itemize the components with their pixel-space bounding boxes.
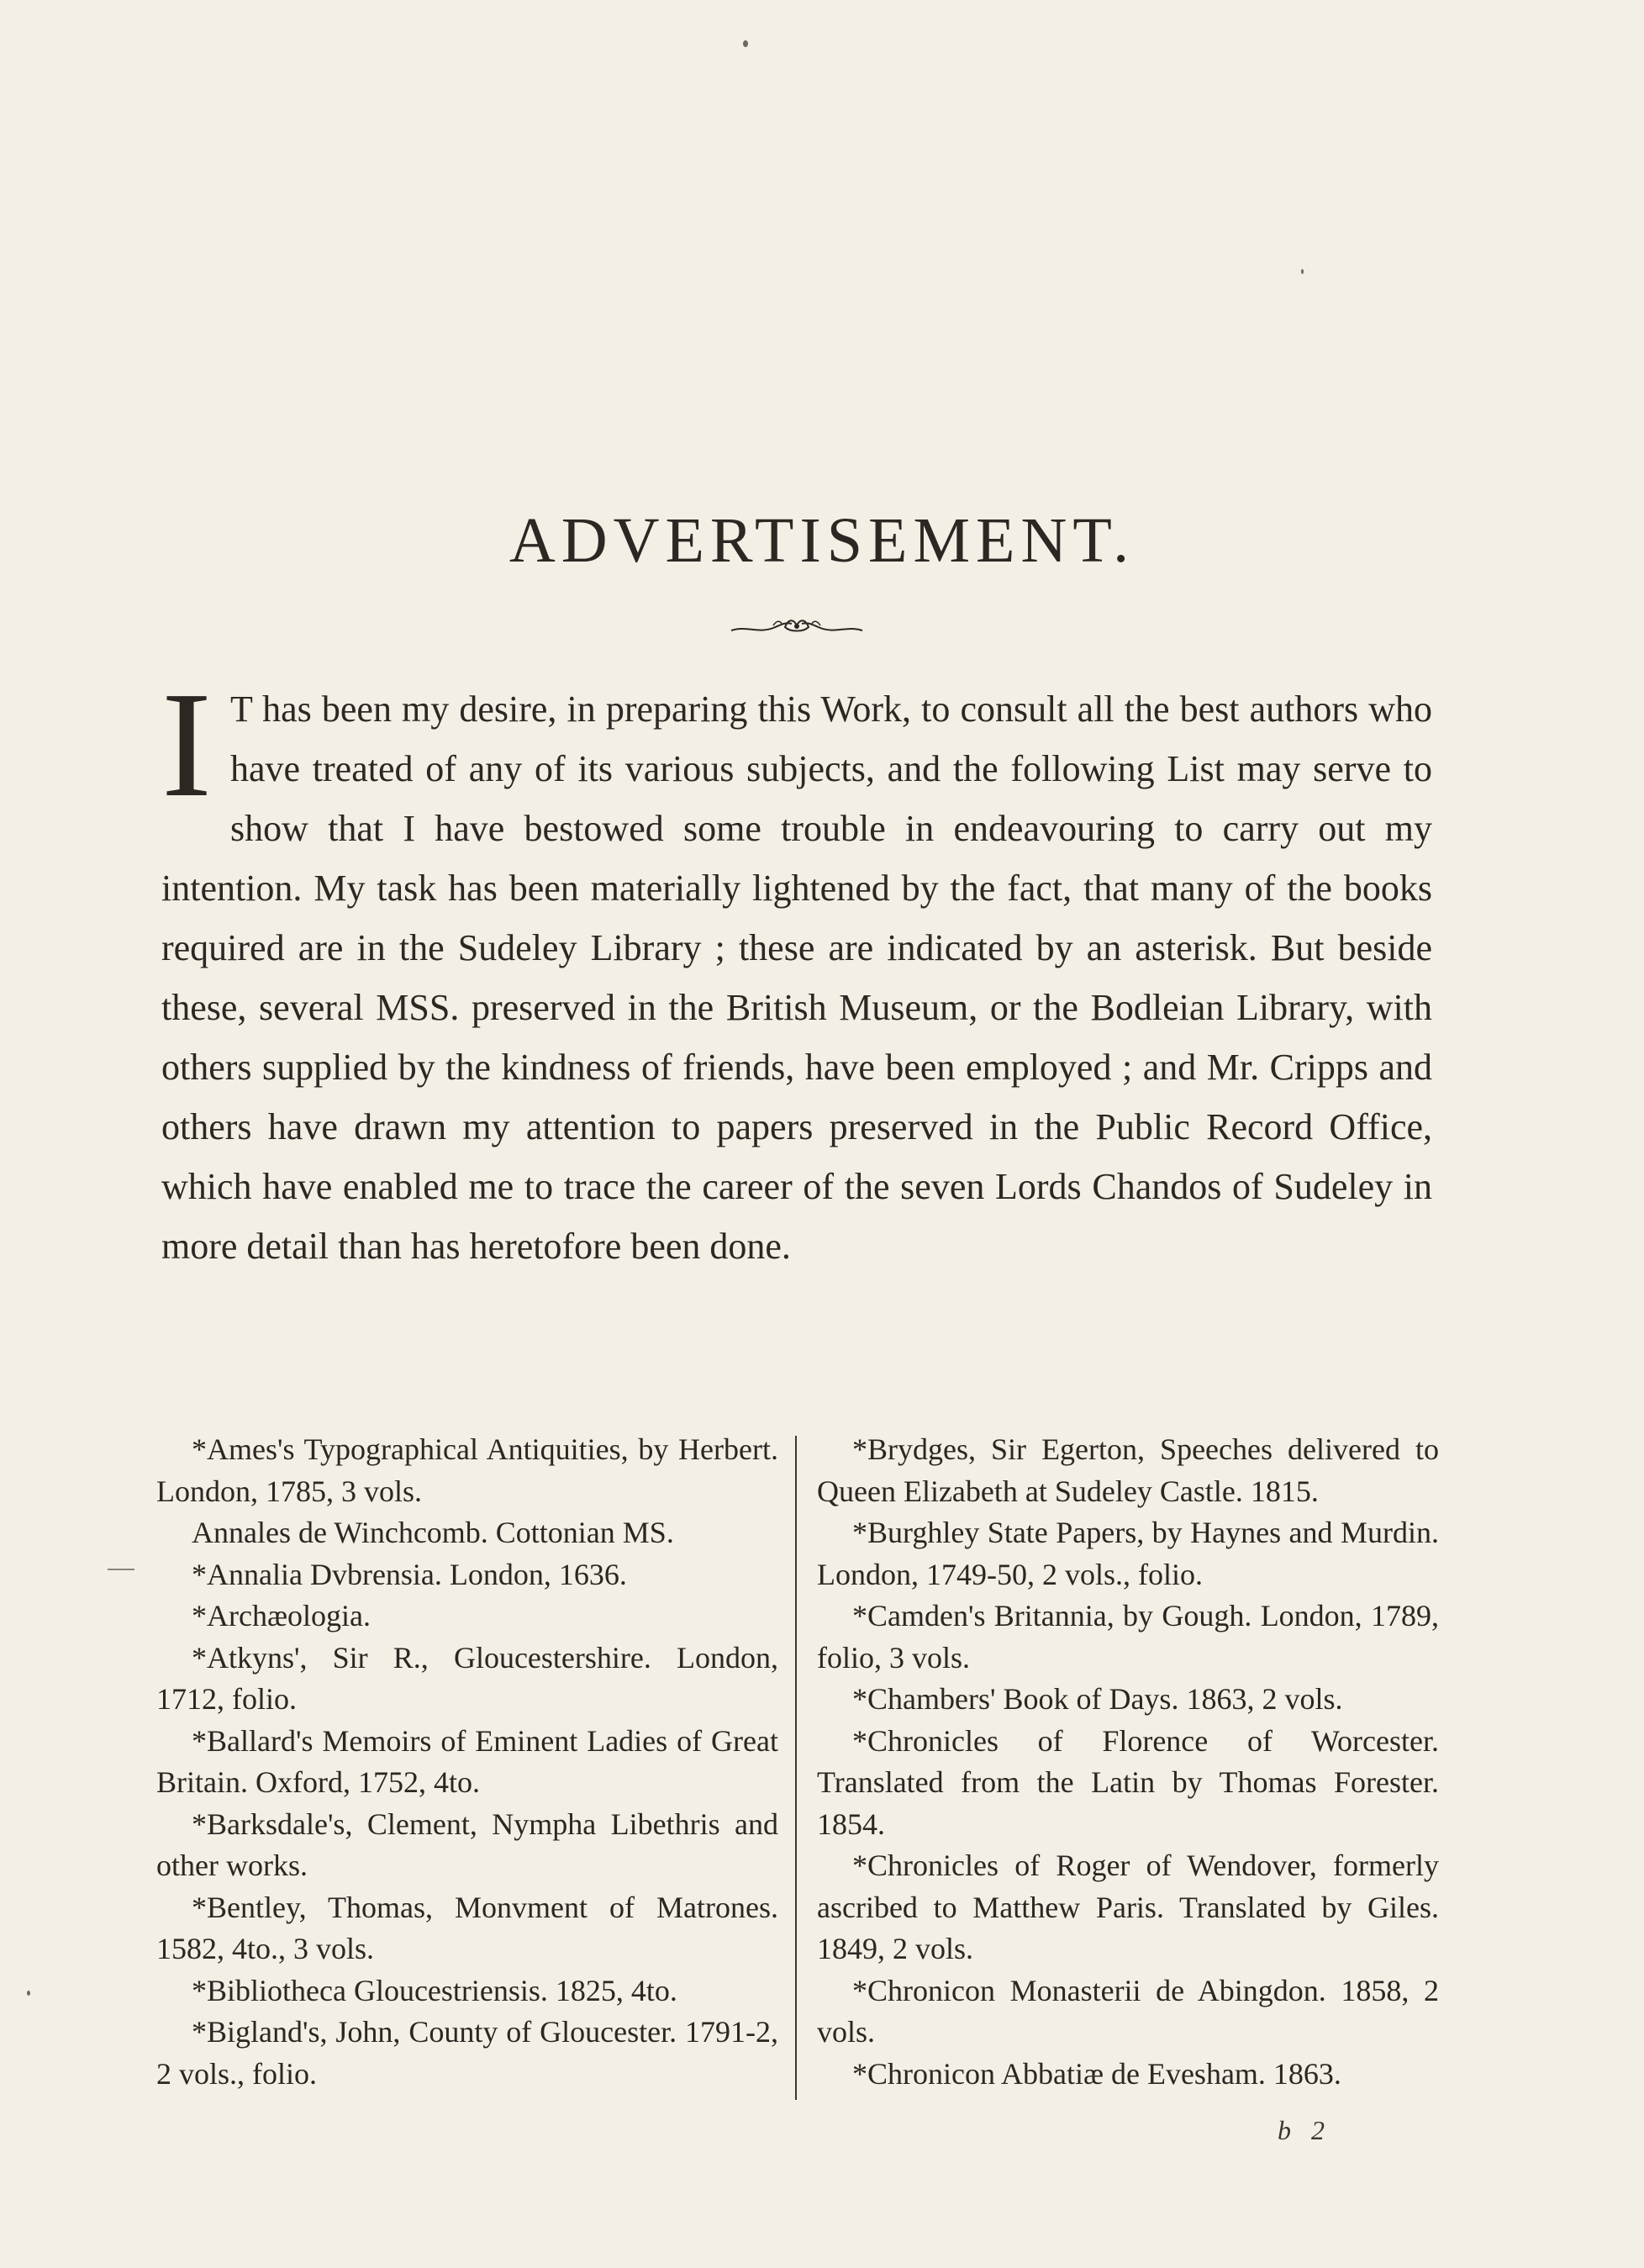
bibliography-entry: Annales de Winchcomb. Cottonian MS. <box>192 1516 674 1549</box>
page-title: ADVERTISEMENT. <box>508 505 1136 576</box>
bibliography-entry: *Chronicon Abbatiæ de Evesham. 1863. <box>852 2056 1341 2091</box>
bibliography-entry: *Barksdale's, Clement, Nympha Libethris and other works. <box>156 1806 778 1882</box>
ornament-divider <box>730 614 864 639</box>
bibliography-entry: *Ames's Typographical Antiquities, by Herbert. London, 1785, 3 vols. <box>156 1432 778 1508</box>
bibliography-entry: *Atkyns', Sir R., Gloucestershire. London, 1712, folio. <box>156 1640 778 1716</box>
bibliography-right-column <box>817 1429 1439 2095</box>
signature-mark: b 2 <box>1278 2115 1331 2145</box>
bibliography-entry: *Chronicon Monasterii de Abingdon. 1858, 2 vols. <box>817 1973 1439 2049</box>
intro-text: T has been my desire, in preparing this Work, to consult all the best authors who have treated of any of its various subjects, and the following List may serve to show that I have bestowed some trouble in endeavouring to carry out my intention. My task has been materially lightened by the fact, that many of the books required are in the Sudeley Library ; these are indicated by an asterisk. But beside these, several MSS. preserved in the British Museum, or the Bodleian Library, with others supplied by the kindness of friends, have been employed ; and Mr. Cripps and others have drawn my attention to papers preserved in the Public Record Office, which have enabled me to trace the career of the seven Lords Chandos of Sudeley in more detail than has heretofore been done. <box>161 688 1432 1267</box>
drop-cap: I <box>161 661 212 828</box>
paper-speck <box>1301 269 1304 274</box>
bibliography-entry: *Archæologia. <box>192 1599 371 1632</box>
intro-paragraph <box>161 661 1432 1276</box>
bibliography-entry: *Bibliotheca Gloucestriensis. 1825, 4to. <box>192 1973 677 2007</box>
column-divider <box>795 1436 797 2100</box>
bibliography-entry: *Chronicles of Florence of Worcester. Translated from the Latin by Thomas Forester. 1854. <box>817 1723 1439 1841</box>
bibliography-entry: *Burghley State Papers, by Haynes and Murdin. London, 1749-50, 2 vols., folio. <box>817 1516 1439 1591</box>
paper-speck <box>743 40 748 47</box>
bibliography-entry: *Chambers' Book of Days. 1863, 2 vols. <box>852 1682 1343 1716</box>
margin-mark <box>108 1569 134 1570</box>
bibliography-entry: *Annalia Dvbrensia. London, 1636. <box>192 1557 627 1591</box>
bibliography-entry: *Bigland's, John, County of Gloucester. 1791-2, 2 vols., folio. <box>156 2015 778 2091</box>
bibliography-entry: *Brydges, Sir Egerton, Speeches delivered to Queen Elizabeth at Sudeley Castle. 1815. <box>817 1432 1439 1508</box>
paper-speck <box>27 1991 30 1996</box>
bibliography <box>156 1429 1439 2102</box>
bibliography-entry: *Ballard's Memoirs of Eminent Ladies of Great Britain. Oxford, 1752, 4to. <box>156 1723 778 1799</box>
bibliography-entry: *Chronicles of Roger of Wendover, formerly ascribed to Matthew Paris. Translated by Giles. 1849, 2 vols. <box>817 1849 1439 1965</box>
bibliography-entry: *Camden's Britannia, by Gough. London, 1789, folio, 3 vols. <box>817 1599 1439 1675</box>
bibliography-left-column <box>156 1429 778 2095</box>
bibliography-entry: *Bentley, Thomas, Monvment of Matrones. 1582, 4to., 3 vols. <box>156 1890 778 1965</box>
